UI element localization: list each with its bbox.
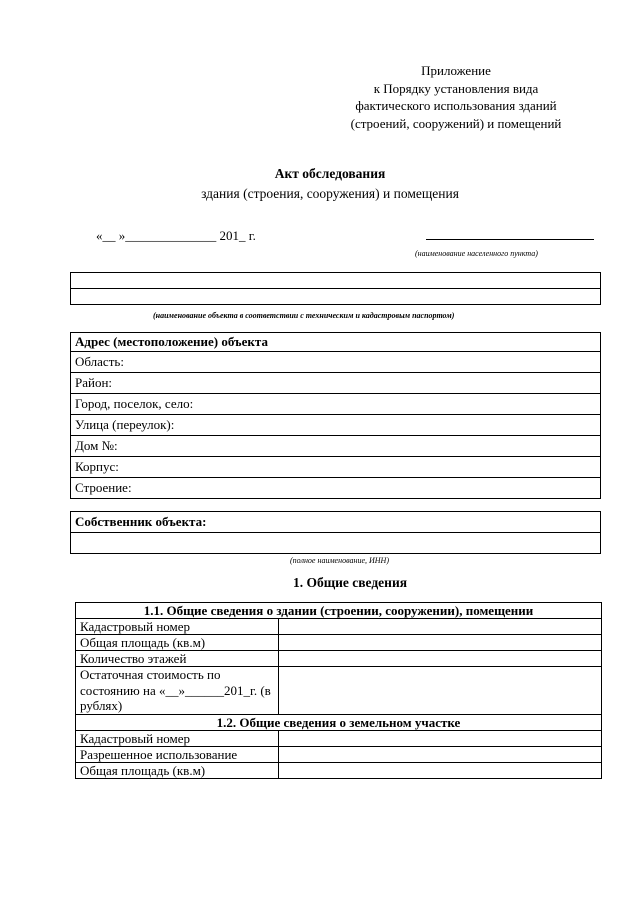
address-header: Адрес (местоположение) объекта — [71, 333, 601, 352]
document-subtitle: здания (строения, сооружения) и помещения — [201, 186, 459, 201]
row-label: Общая площадь (кв.м) — [76, 763, 279, 779]
address-row-street[interactable]: Улица (переулок): — [71, 415, 601, 436]
owner-header: Собственник объекта: — [71, 512, 601, 533]
appendix-line: (строений, сооружений) и помещений — [350, 115, 562, 131]
date-line: «__ »______________ 201_ г. — [96, 228, 256, 243]
owner-field[interactable] — [71, 533, 601, 554]
address-table — [70, 332, 601, 499]
row-label: Разрешенное использование — [76, 747, 279, 763]
address-row-structure[interactable]: Строение: — [71, 478, 601, 499]
row-value-field[interactable] — [279, 667, 602, 715]
row-label: Кадастровый номер — [76, 619, 279, 635]
subsection-1-2-title: 1.2. Общие сведения о земельном участке — [76, 715, 602, 731]
appendix-block — [326, 62, 586, 132]
address-row-house[interactable]: Дом №: — [71, 436, 601, 457]
address-row-building[interactable]: Корпус: — [71, 457, 601, 478]
object-name-field-1[interactable] — [71, 273, 601, 289]
place-field-note: (наименование населенного пункта) — [415, 249, 538, 258]
row-value-field[interactable] — [279, 619, 602, 635]
general-info-table — [75, 602, 602, 779]
address-row-district[interactable]: Район: — [71, 373, 601, 394]
row-label: Остаточная стоимость по состоянию на «__»______201_г. (в рублях) — [76, 667, 279, 715]
address-row-city[interactable]: Город, поселок, село: — [71, 394, 601, 415]
appendix-line: к Порядку установления вида — [373, 80, 539, 96]
address-row-region[interactable]: Область: — [71, 352, 601, 373]
row-label: Общая площадь (кв.м) — [76, 635, 279, 651]
object-name-table — [70, 272, 601, 305]
row-label: Кадастровый номер — [76, 731, 279, 747]
row-value-field[interactable] — [279, 731, 602, 747]
row-value-field[interactable] — [279, 747, 602, 763]
object-name-note: (наименование объекта в соответствии с техническим и кадастровым паспортом) — [153, 311, 455, 320]
place-field-line[interactable] — [426, 239, 594, 240]
row-value-field[interactable] — [279, 763, 602, 779]
appendix-line: фактического использования зданий — [355, 98, 557, 113]
row-value-field[interactable] — [279, 651, 602, 667]
object-name-field-2[interactable] — [71, 289, 601, 305]
owner-note: (полное наименование, ИНН) — [290, 556, 389, 565]
row-value-field[interactable] — [279, 635, 602, 651]
section-1-title: 1. Общие сведения — [292, 575, 408, 590]
appendix-line: Приложение — [421, 63, 491, 78]
row-label: Количество этажей — [76, 651, 279, 667]
document-title: Акт обследования — [274, 166, 386, 181]
subsection-1-1-title: 1.1. Общие сведения о здании (строении, сооружении), помещении — [76, 603, 602, 619]
owner-table — [70, 511, 601, 554]
